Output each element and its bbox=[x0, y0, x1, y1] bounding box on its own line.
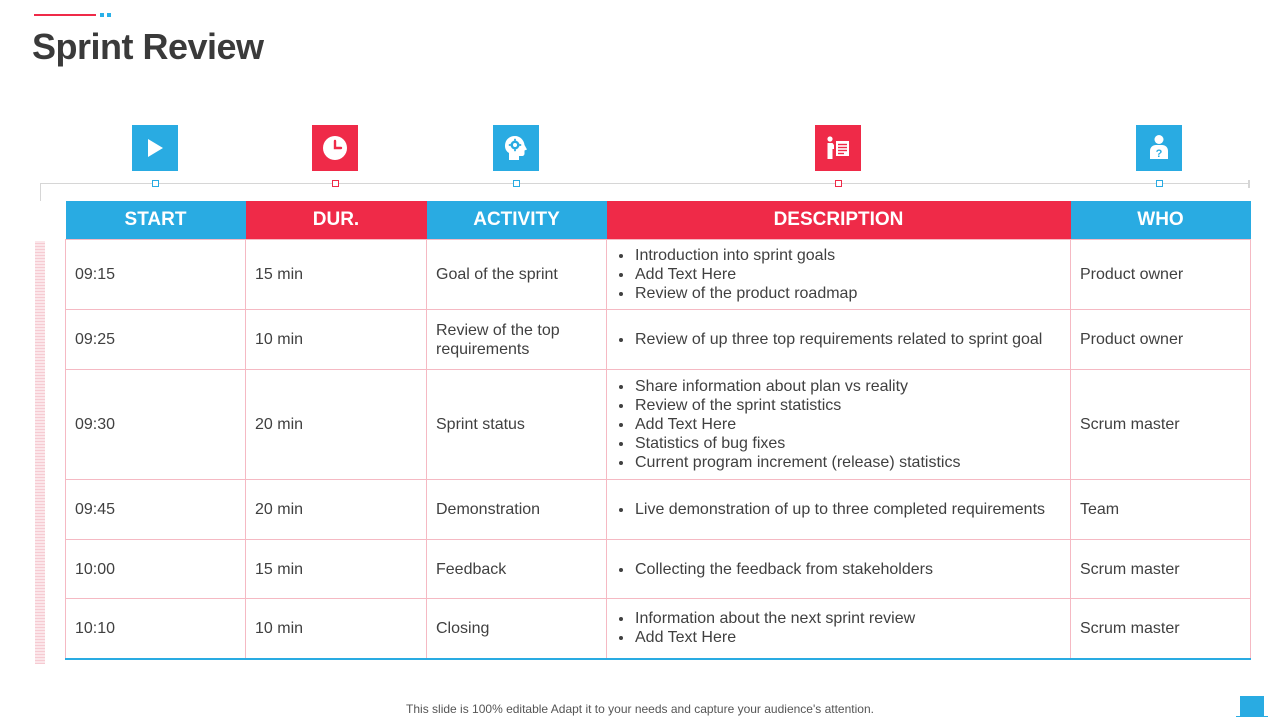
side-decoration-strip bbox=[35, 241, 45, 664]
cell-who: Scrum master bbox=[1071, 540, 1251, 599]
description-item: • Information about the next sprint review bbox=[634, 609, 1061, 628]
play-icon bbox=[132, 125, 178, 171]
timeline-node bbox=[332, 180, 339, 187]
column-header-who: WHO bbox=[1071, 201, 1251, 240]
description-list bbox=[616, 246, 1061, 303]
description-item: • Share information about plan vs reality bbox=[634, 377, 1061, 396]
description-list bbox=[616, 609, 1061, 647]
cell-description bbox=[607, 240, 1071, 310]
column-header-start: START bbox=[66, 201, 246, 240]
cell-start: 09:45 bbox=[66, 480, 246, 540]
description-item: • Review of the product roadmap bbox=[634, 284, 1061, 303]
timeline-node bbox=[1156, 180, 1163, 187]
timeline-left-tick bbox=[40, 183, 41, 201]
description-item: • Review of up three top requirements related to sprint goal bbox=[634, 330, 1061, 349]
description-item: • Add Text Here bbox=[634, 628, 1061, 647]
table-row bbox=[66, 599, 1251, 659]
table-row bbox=[66, 540, 1251, 599]
cell-start: 10:00 bbox=[66, 540, 246, 599]
column-header-description: DESCRIPTION bbox=[607, 201, 1071, 240]
description-item: • Statistics of bug fixes bbox=[634, 434, 1061, 453]
table-header bbox=[66, 201, 1251, 240]
description-item: • Add Text Here bbox=[634, 415, 1061, 434]
title-accent-line bbox=[34, 14, 96, 16]
cell-who: Team bbox=[1071, 480, 1251, 540]
description-item: • Current program increment (release) statistics bbox=[634, 453, 1061, 472]
cell-dur: 10 min bbox=[246, 310, 427, 370]
footer-note: This slide is 100% editable Adapt it to your needs and capture your audience's attention. bbox=[406, 702, 874, 716]
description-item: • Collecting the feedback from stakeholders bbox=[634, 560, 1061, 579]
sprint-review-table bbox=[65, 201, 1251, 660]
cell-who: Product owner bbox=[1071, 240, 1251, 310]
table-row bbox=[66, 240, 1251, 310]
timeline-node bbox=[513, 180, 520, 187]
description-item: • Add Text Here bbox=[634, 265, 1061, 284]
cell-start: 09:25 bbox=[66, 310, 246, 370]
description-list bbox=[616, 330, 1061, 349]
description-item: • Introduction into sprint goals bbox=[634, 246, 1061, 265]
cell-activity: Review of the top requirements bbox=[427, 310, 607, 370]
title-accent-dot bbox=[107, 13, 111, 17]
cell-who: Scrum master bbox=[1071, 599, 1251, 659]
cell-dur: 15 min bbox=[246, 540, 427, 599]
cell-description bbox=[607, 370, 1071, 480]
timeline-node bbox=[835, 180, 842, 187]
cell-activity: Goal of the sprint bbox=[427, 240, 607, 310]
cell-dur: 20 min bbox=[246, 480, 427, 540]
cell-start: 10:10 bbox=[66, 599, 246, 659]
column-header-activity: ACTIVITY bbox=[427, 201, 607, 240]
corner-square bbox=[1240, 696, 1264, 716]
cell-dur: 10 min bbox=[246, 599, 427, 659]
user-question-icon bbox=[1136, 125, 1182, 171]
cell-description bbox=[607, 480, 1071, 540]
description-list bbox=[616, 560, 1061, 579]
table-header-row bbox=[66, 201, 1251, 240]
cell-dur: 20 min bbox=[246, 370, 427, 480]
page-title: Sprint Review bbox=[32, 26, 264, 67]
cell-dur: 15 min bbox=[246, 240, 427, 310]
timeline-node bbox=[152, 180, 159, 187]
timeline-right-tick bbox=[1248, 180, 1250, 188]
cell-who: Scrum master bbox=[1071, 370, 1251, 480]
description-list bbox=[616, 377, 1061, 472]
corner-line bbox=[1236, 716, 1268, 717]
cell-start: 09:30 bbox=[66, 370, 246, 480]
description-list bbox=[616, 500, 1061, 519]
cell-who: Product owner bbox=[1071, 310, 1251, 370]
cell-description bbox=[607, 540, 1071, 599]
column-header-dur: DUR. bbox=[246, 201, 427, 240]
cell-start: 09:15 bbox=[66, 240, 246, 310]
cell-activity: Feedback bbox=[427, 540, 607, 599]
cell-activity: Sprint status bbox=[427, 370, 607, 480]
svg-text:?: ? bbox=[1155, 148, 1163, 160]
cell-description bbox=[607, 599, 1071, 659]
cell-description bbox=[607, 310, 1071, 370]
presenter-icon bbox=[815, 125, 861, 171]
table-row bbox=[66, 480, 1251, 540]
table-row bbox=[66, 310, 1251, 370]
head-gear-icon bbox=[493, 125, 539, 171]
table-row bbox=[66, 370, 1251, 480]
cell-activity: Demonstration bbox=[427, 480, 607, 540]
description-item: • Live demonstration of up to three completed requirements bbox=[634, 500, 1061, 519]
timeline-line bbox=[40, 183, 1250, 184]
clock-icon bbox=[312, 125, 358, 171]
title-accent-dot bbox=[100, 13, 104, 17]
table-body bbox=[66, 240, 1251, 659]
cell-activity: Closing bbox=[427, 599, 607, 659]
description-item: • Review of the sprint statistics bbox=[634, 396, 1061, 415]
